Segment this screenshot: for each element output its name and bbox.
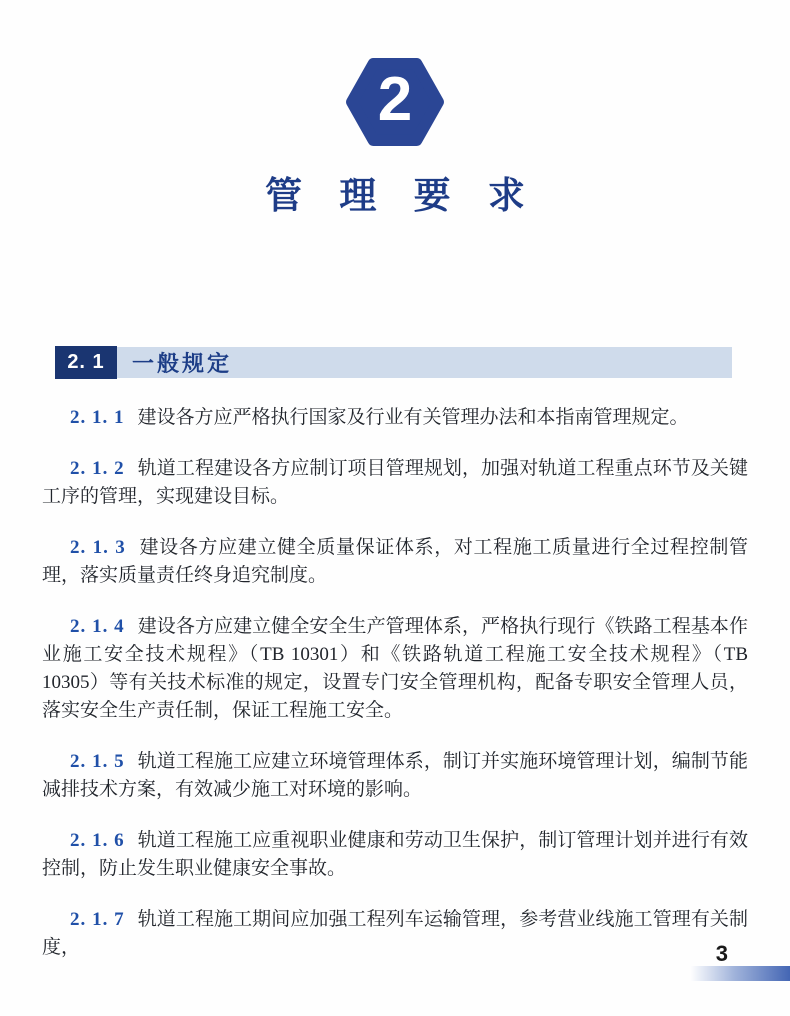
- paragraph-text: 轨道工程施工应重视职业健康和劳动卫生保护，制订管理计划并进行有效控制，防止发生职业健康安全事故。: [42, 830, 748, 879]
- paragraph-text: 建设各方应建立健全质量保证体系，对工程施工质量进行全过程控制管理，落实质量责任终身追究制度。: [42, 537, 748, 586]
- paragraph: [42, 534, 748, 590]
- paragraph: [42, 748, 748, 804]
- paragraph-text: 建设各方应严格执行国家及行业有关管理办法和本指南管理规定。: [137, 407, 689, 428]
- chapter-badge: [346, 56, 444, 148]
- body-content: [42, 404, 748, 962]
- paragraph-number: 2. 1. 4: [70, 616, 125, 637]
- page-number: 3: [715, 941, 728, 966]
- paragraph-text: 轨道工程建设各方应制订项目管理规划，加强对轨道工程重点环节及关键工序的管理，实现建设目标。: [42, 458, 748, 507]
- paragraph: [42, 906, 748, 962]
- paragraph-number: 2. 1. 1: [70, 407, 125, 428]
- section-number-box: 2. 1: [55, 346, 117, 379]
- paragraph: [42, 404, 748, 432]
- footer-gradient-bar: [690, 966, 790, 981]
- paragraph-text: 轨道工程施工应建立环境管理体系，制订并实施环境管理计划，编制节能减排技术方案，有效减少施工对环境的影响。: [42, 751, 748, 800]
- paragraph-number: 2. 1. 5: [70, 751, 125, 772]
- chapter-header: [0, 56, 790, 219]
- paragraph-text: 轨道工程施工期间应加强工程列车运输管理，参考营业线施工管理有关制度，: [42, 909, 748, 958]
- paragraph-text: 建设各方应建立健全安全生产管理体系，严格执行现行《铁路工程基本作业施工安全技术规程》（TB 10301）和《铁路轨道工程施工安全技术规程》（TB 10305）等有关技术标准的规定，设置专门安全管理机构，配备专职安全管理人员，落实安全生产责任制，保证工程施工安全。: [42, 616, 748, 721]
- paragraph-number: 2. 1. 6: [70, 830, 125, 851]
- paragraph-number: 2. 1. 3: [70, 537, 126, 558]
- paragraph: [42, 827, 748, 883]
- paragraph-number: 2. 1. 2: [70, 458, 125, 479]
- paragraph-number: 2. 1. 7: [70, 909, 125, 930]
- chapter-title: 管 理 要 求: [265, 176, 539, 217]
- paragraph: [42, 613, 748, 725]
- paragraph: [42, 455, 748, 511]
- section-header-band: [55, 347, 732, 378]
- section-title: 一般规定: [132, 351, 233, 376]
- chapter-number: 2: [377, 64, 413, 134]
